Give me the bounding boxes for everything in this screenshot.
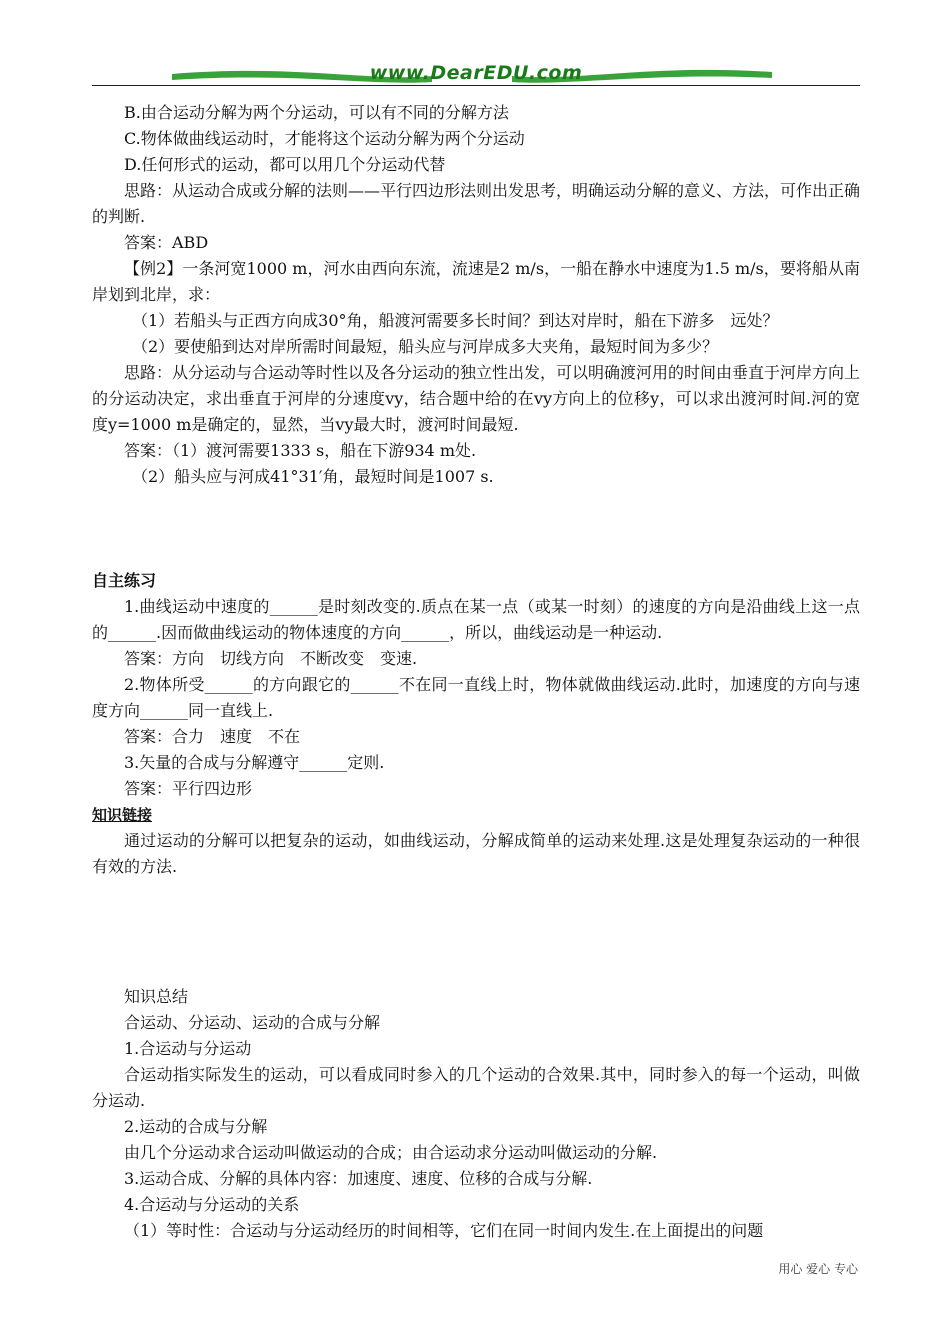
summary-heading: 知识总结 <box>124 987 189 1006</box>
knowledge-link-text: 通过运动的分解可以把复杂的运动，如曲线运动，分解成简单的运动来处理.这是处理复杂运动的一种很有效的方法. <box>92 831 860 876</box>
summary-item1-text: 合运动指实际发生的运动，可以看成同时参入的几个运动的合效果.其中，同时参入的每一个运动，叫做分运动. <box>92 1065 860 1110</box>
option-c: C.物体做曲线运动时，才能将这个运动分解为两个分运动 <box>124 129 525 148</box>
option-d: D.任何形式的运动，都可以用几个分运动代替 <box>124 155 446 174</box>
page-header <box>92 60 860 90</box>
document-body <box>92 100 860 1244</box>
practice-q3: 3.矢量的合成与分解遵守______定则. <box>124 753 385 772</box>
summary-item2-title: 2.运动的合成与分解 <box>124 1117 268 1136</box>
example1-answer: 答案：ABD <box>124 233 209 252</box>
summary-item3: 3.运动合成、分解的具体内容：加速度、速度、位移的合成与分解. <box>124 1169 593 1188</box>
example2-problem: 【例2】一条河宽1000 m，河水由西向东流，流速是2 m/s，一船在静水中速度为1.5 m/s，要将船从南岸划到北岸，求： <box>92 259 860 304</box>
header-rule <box>92 85 860 86</box>
option-b: B.由合运动分解为两个分运动，可以有不同的分解方法 <box>124 103 509 122</box>
practice-q1: 1.曲线运动中速度的______是时刻改变的.质点在某一点（或某一时刻）的速度的方向是沿曲线上这一点的______.因而做曲线运动的物体速度的方向______，所以，曲线运动是一种运动. <box>92 597 860 642</box>
example2-answer2: （2）船头应与河成41°31′角，最短时间是1007 s. <box>132 467 494 486</box>
practice-q2: 2.物体所受______的方向跟它的______不在同一直线上时，物体就做曲线运动.此时，加速度的方向与速度方向______同一直线上. <box>92 675 860 720</box>
knowledge-link-heading: 知识链接 <box>92 806 153 824</box>
example1-approach: 思路：从运动合成或分解的法则——平行四边形法则出发思考，明确运动分解的意义、方法，可作出正确的判断. <box>92 181 861 226</box>
practice-heading: 自主练习 <box>92 571 157 590</box>
site-brand: www.DearEDU.com <box>369 62 583 84</box>
summary-item4-text: （1）等时性：合运动与分运动经历的时间相等，它们在同一时间内发生.在上面提出的问题 <box>124 1221 764 1240</box>
practice-a2: 答案：合力 速度 不在 <box>124 727 301 746</box>
summary-item4-title: 4.合运动与分运动的关系 <box>124 1195 300 1214</box>
summary-topic: 合运动、分运动、运动的合成与分解 <box>124 1013 381 1032</box>
practice-a1: 答案：方向 切线方向 不断改变 变速. <box>124 649 418 668</box>
summary-item2-text: 由几个分运动求合运动叫做运动的合成；由合运动求分运动叫做运动的分解. <box>124 1143 658 1162</box>
summary-item1-title: 1.合运动与分运动 <box>124 1039 252 1058</box>
example2-question2: （2）要使船到达对岸所需时间最短，船头应与河岸成多大夹角，最短时间为多少？ <box>132 337 719 356</box>
example2-answer1: 答案：（1）渡河需要1333 s，船在下游934 m处. <box>124 441 477 460</box>
example2-approach: 思路：从分运动与合运动等时性以及各分运动的独立性出发，可以明确渡河用的时间由垂直于河岸方向上的分运动决定，求出垂直于河岸的分速度vy，结合题中给的在vy方向上的位移y，可以求出渡河时间.河的宽度y=1000 m是确定的，显然，当vy最大时，渡河时间最短. <box>92 363 861 434</box>
example2-question1: （1）若船头与正西方向成30°角，船渡河需要多长时间？到达对岸时，船在下游多 远处？ <box>132 311 779 330</box>
page-footer: 用心 爱心 专心 <box>778 1262 858 1276</box>
practice-a3: 答案：平行四边形 <box>124 779 253 798</box>
